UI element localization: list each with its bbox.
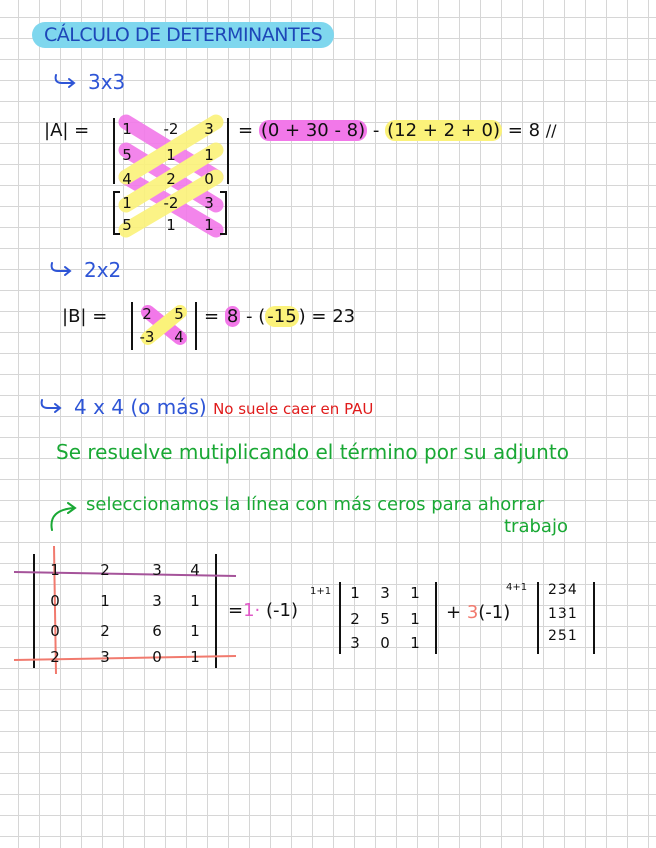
tip-line-2: trabajo [504,516,568,537]
exponent-2: 4+1 [506,582,528,593]
double-slash-mark: // [545,121,557,140]
negative-diagonals-term: (12 + 2 + 0) [387,120,501,141]
m4-cell: 0 [50,622,60,640]
a-cell: 0 [204,170,214,188]
second-term [446,602,510,623]
heading-4x4 [38,395,373,419]
hook-arrow-icon [48,263,70,277]
det-a-expansion [238,120,557,141]
coef-2: 3 [466,602,479,623]
minor1-cell: 1 [410,634,420,652]
m4-cell: 0 [50,592,60,610]
a-cell: 4 [122,170,132,188]
main-diagonal-term: 8 [226,306,239,327]
a-repeat-cell: 1 [122,194,132,212]
tip-arrow-icon [44,500,84,538]
minor1-cell: 5 [380,610,390,628]
b-cell: 2 [142,305,152,323]
m4-cell: 1 [190,592,200,610]
positive-diagonals-term: (0 + 30 - 8) [260,120,366,141]
equals-sign: = [204,306,220,327]
a-repeat-cell: 5 [122,216,132,234]
minor2-row: 251 [548,628,578,644]
minor2-row: 131 [548,606,578,622]
det-b-result: ) = 23 [298,306,356,327]
a-cell: 3 [204,120,214,138]
b-cell: 4 [174,328,184,346]
a-cell: 1 [166,146,176,164]
plus-sign: + [446,602,462,623]
m4-cell: 3 [152,592,162,610]
minor2-row: 234 [548,582,578,598]
hook-arrow-icon [38,400,60,414]
heading-3x3-label: 3x3 [88,70,126,94]
exponent-1: 1+1 [310,586,332,597]
heading-4x4-label: 4 x 4 (o más) [74,395,207,419]
minor1-cell: 3 [380,584,390,602]
a-repeat-cell: 1 [166,216,176,234]
tip-line-1: seleccionamos la línea con más ceros para ahorrar [86,494,545,515]
minor1-cell: 3 [350,634,360,652]
m4-cell: 2 [50,648,60,666]
m4-cell: 2 [100,622,110,640]
m4-cell: 1 [100,592,110,610]
m4-cell: 1 [190,648,200,666]
minus-paren: - ( [246,306,266,327]
a-cell: 5 [122,146,132,164]
heading-3x3 [52,70,125,94]
equals-sign: = [228,600,244,621]
sign-factor-2: (-1) [478,602,511,623]
dot-operator: · [254,600,261,621]
minor1-cell: 1 [410,584,420,602]
pau-note: No suele caer en PAU [213,400,374,418]
det-b-label: |B| = [62,306,108,327]
b-cell: -3 [139,328,155,346]
m4-cell: 1 [190,622,200,640]
minor1-cell: 1 [410,610,420,628]
a-cell: 1 [122,120,132,138]
heading-2x2-label: 2x2 [84,258,122,282]
minor1-cell: 2 [350,610,360,628]
m4-cell: 3 [152,561,162,579]
m4-cell: 3 [100,648,110,666]
minor1-cell: 0 [380,634,390,652]
m4-cell: 0 [152,648,162,666]
det-b-expansion [204,306,355,327]
a-repeat-cell: 1 [204,216,214,234]
m4-cell: 1 [50,561,60,579]
heading-2x2 [48,258,121,282]
m4-cell: 4 [190,561,200,579]
adjunto-rule: Se resuelve mutiplicando el término por su adjunto [56,440,569,464]
a-cell: -2 [163,120,179,138]
minor1-cell: 1 [350,584,360,602]
b-cell: 5 [174,305,184,323]
a-repeat-cell: 3 [204,194,214,212]
expansion-eq [228,600,298,621]
a-repeat-cell: -2 [163,194,179,212]
m4-cell: 2 [100,561,110,579]
page-title: CÁLCULO DE DETERMINANTES [32,22,334,48]
sign-factor-1: (-1) [266,600,299,621]
equals-sign: = [238,120,254,141]
a-cell: 2 [166,170,176,188]
det-a-label: |A| = [44,120,90,141]
anti-diagonal-term: -15 [267,306,297,327]
m4-cell: 6 [152,622,162,640]
hook-arrow-icon [52,75,74,89]
a-cell: 1 [204,146,214,164]
minus-sign: - [372,120,380,141]
coef-1: 1 [243,600,255,621]
det-a-result: = 8 [507,120,541,141]
